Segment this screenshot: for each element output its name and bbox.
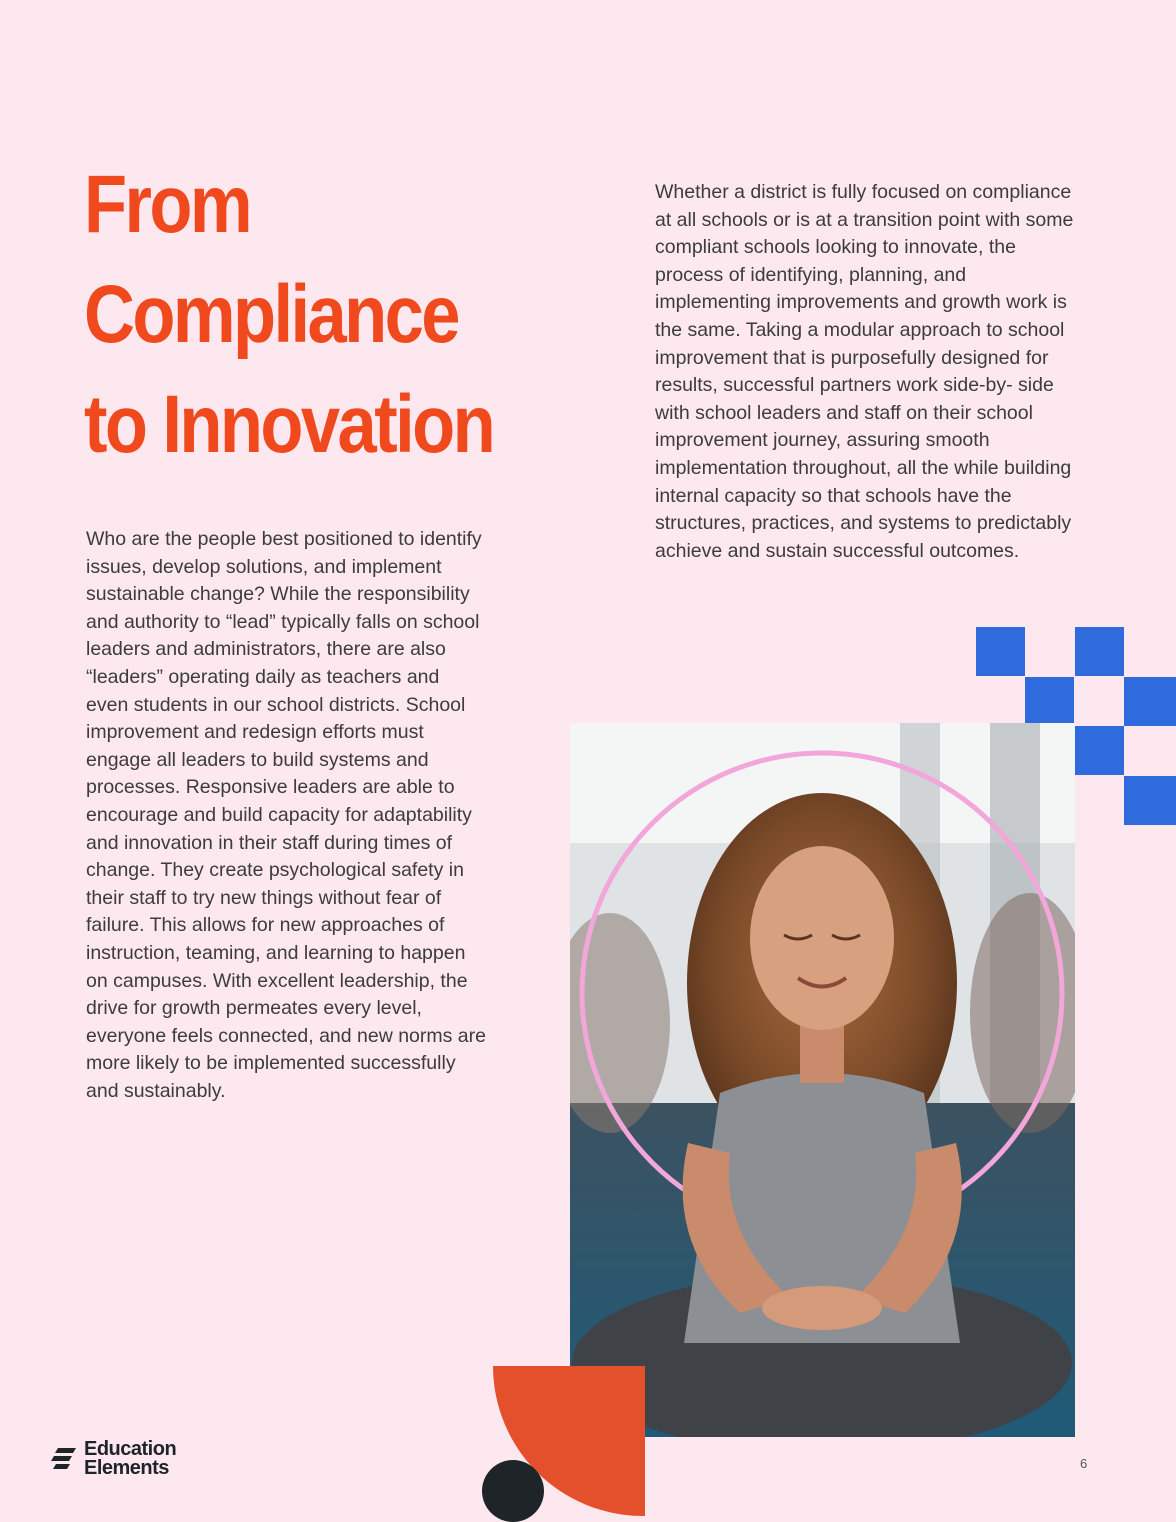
education-elements-logo <box>50 1440 176 1478</box>
title-line-3: to Innovation <box>84 379 494 470</box>
checker-square <box>976 627 1025 676</box>
logo-line-1: Education <box>84 1438 177 1460</box>
logo-wordmark <box>84 1440 176 1478</box>
title-line-1: From <box>84 159 250 250</box>
right-body-paragraph: Whether a district is fully focused on compliance at all schools or is at a transition point with some compliant schools looking to innovate, the process of identifying, planning, and implementing improvements and growth work is the same. Taking a modular approach to school improvement that is purposefully designed for results, successful partners work side-by- side with school leaders and staff on their school improvement journey, assuring smooth implementation throughout, all the while building internal capacity so that schools have the structures, practices, and systems to predictably achieve and sustain successful outcomes. <box>655 181 1074 562</box>
logo-mark-icon <box>50 1446 78 1472</box>
checker-square <box>1124 776 1176 825</box>
face <box>750 846 894 1030</box>
title-line-2: Compliance <box>84 269 458 360</box>
girl-meditating-photo <box>570 723 1075 1437</box>
checker-square <box>1025 677 1074 726</box>
photo-illustration <box>570 723 1075 1437</box>
checker-square <box>1124 677 1176 726</box>
page-title <box>84 150 494 480</box>
page-number: 6 <box>1080 1456 1088 1471</box>
left-body-paragraph: Who are the people best positioned to identify issues, develop solutions, and implement sustainable change? While the responsibility and authority to “lead” typically falls on school leaders and administrators, there are also “leaders” operating daily as teachers and even students in our school districts. School improvement and redesign efforts must engage all leaders to build systems and processes. Responsive leaders are able to encourage and build capacity for adaptability and innovation in their staff during times of change. They create psychological safety in their staff to try new things without fear of failure. This allows for new approaches of instruction, teaming, and learning to happen on campuses. With excellent leadership, the drive for growth permeates every level, everyone feels connected, and new norms are more likely to be implemented successfully and sustainably. <box>86 528 486 1102</box>
checker-square <box>1075 627 1124 676</box>
logo-line-2: Elements <box>84 1457 169 1479</box>
dark-circle-dot <box>482 1460 544 1522</box>
checker-square <box>1075 726 1124 775</box>
